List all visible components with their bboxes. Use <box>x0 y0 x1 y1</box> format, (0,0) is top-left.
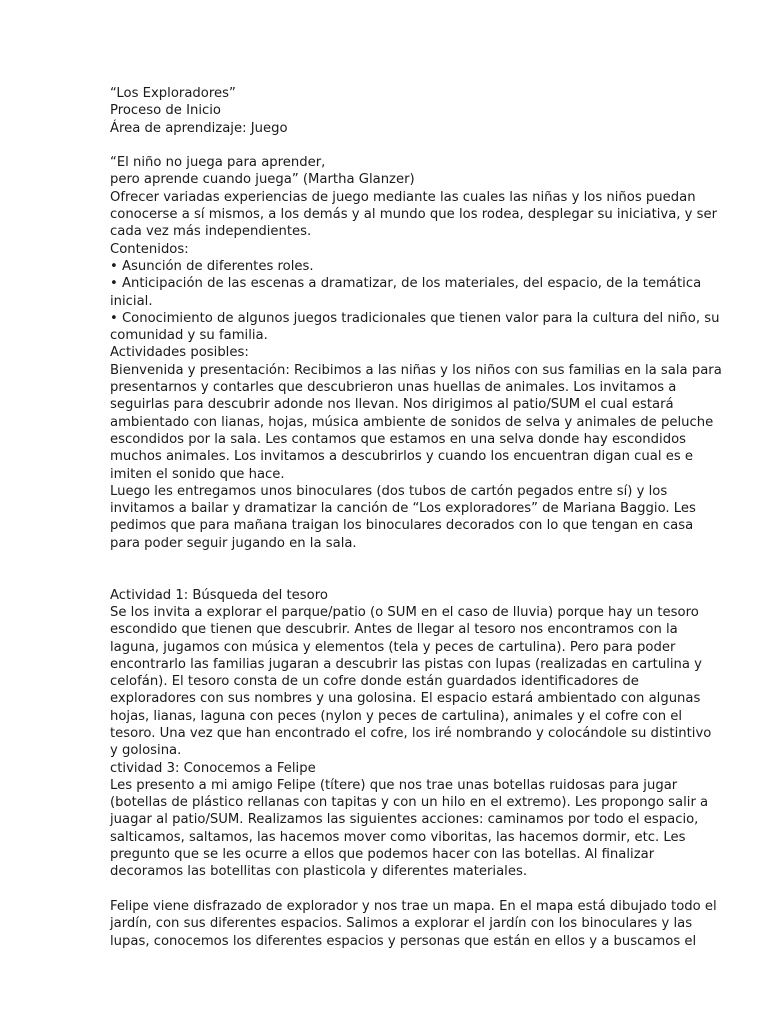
spacer <box>110 552 670 587</box>
final-paragraph-line: Felipe viene disfrazado de explorador y nos trae un mapa. En el mapa está dibujado todo el <box>110 898 717 914</box>
activities-line: imiten el sonido que hace. <box>110 466 285 482</box>
final-paragraph-line: jardín, con sus diferentes espacios. Salimos a explorar el jardín con los binoculares y las <box>110 916 693 932</box>
quote-line-2: pero aprende cuando juega” (Martha Glanzer) <box>110 172 415 188</box>
activities-line: invitamos a bailar y dramatizar la canción de “Los exploradores” de Mariana Baggio. Les <box>110 501 696 517</box>
activities-line: muchos animales. Los invitamos a descubrirlos y cuando los encuentran digan cual es e <box>110 449 693 465</box>
activity-1-line: tesoro. Una vez que han encontrado el cofre, los iré nombrando y colocándole su distintivo <box>110 725 712 741</box>
activity-1-line: y golosina. <box>110 743 182 759</box>
activities-line: pedimos que para mañana traigan los binoculares decorados con lo que tengan en casa <box>110 518 694 534</box>
learning-area: Área de aprendizaje: Juego <box>110 120 288 136</box>
objective-line: cada vez más independientes. <box>110 224 312 240</box>
contents-line: • Conocimiento de algunos juegos tradicionales que tienen valor para la cultura del niño, su <box>110 310 720 326</box>
contents-line: comunidad y su familia. <box>110 328 268 344</box>
objective-line: conocerse a sí mismos, a los demás y al mundo que los rodea, desplegar su iniciativa, y ser <box>110 207 718 223</box>
activity-3-line: pregunto que se les ocurre a ellos que podemos hacer con las botellas. Al finalizar <box>110 847 655 863</box>
quote-line-1: “El niño no juega para aprender, <box>110 155 326 171</box>
spacer <box>110 137 670 154</box>
activities-line: escondidos por la sala. Les contamos que estamos en una selva donde hay escondidos <box>110 431 687 447</box>
activity-1-line: Se los invita a explorar el parque/patio (o SUM en el caso de lluvia) porque hay un tesoro <box>110 604 699 620</box>
activities-line: Bienvenida y presentación: Recibimos a las niñas y los niños con sus familias en la sala para <box>110 362 722 378</box>
activities-line: para poder seguir jugando en la sala. <box>110 535 357 551</box>
activities-line: ambientado con lianas, hojas, música ambiente de sonidos de selva y animales de peluche <box>110 414 714 430</box>
activity-3-line: Les presento a mi amigo Felipe (títere) que nos trae unas botellas ruidosas para jugar <box>110 777 678 793</box>
objective-line: Ofrecer variadas experiencias de juego mediante las cuales las niñas y los niños puedan <box>110 189 696 205</box>
activity-1-line: escondido que tienen que descubrir. Antes de llegar al tesoro nos encontramos con la <box>110 622 678 638</box>
activity-1-line: hojas, lianas, laguna con peces (nylon y peces de cartulina), animales y el cofre con el <box>110 708 683 724</box>
activity-3-heading: ctividad 3: Conocemos a Felipe <box>110 760 316 776</box>
contents-line: inicial. <box>110 293 153 309</box>
activity-3-line: decoramos las botellitas con plasticola y diferentes materiales. <box>110 864 528 880</box>
document-title: “Los Exploradores” <box>110 86 236 101</box>
spacer <box>110 881 670 898</box>
activity-3-line: (botellas de plástico rellanas con tapitas y con un hilo en el extremo). Les propongo salir a <box>110 795 709 811</box>
activity-1-heading: Actividad 1: Búsqueda del tesoro <box>110 587 328 603</box>
contents-line: • Anticipación de las escenas a dramatizar, de los materiales, del espacio, de la temática <box>110 276 702 292</box>
activity-1-line: encontrarlo las familias jugaran a descubrir las pistas con lupas (realizadas en cartulina y <box>110 656 702 672</box>
activities-line: seguirlas para descubrir adonde nos llevan. Nos dirigimos al patio/SUM el cual estará <box>110 397 674 413</box>
activity-1-line: laguna, jugamos con música y elementos (tela y peces de cartulina). Pero para poder <box>110 639 676 655</box>
contents-heading: Contenidos: <box>110 241 189 257</box>
activities-line: presentarnos y contarles que descubrieron unas huellas de animales. Los invitamos a <box>110 380 677 396</box>
activities-heading: Actividades posibles: <box>110 345 249 361</box>
document-body <box>110 85 722 950</box>
activity-3-line: juagar al patio/SUM. Realizamos las siguientes acciones: caminamos por todo el espacio, <box>110 812 699 828</box>
final-paragraph-line: lupas, conocemos los diferentes espacios y personas que están en ellos y a buscamos el <box>110 933 697 949</box>
activities-line: Luego les entregamos unos binoculares (dos tubos de cartón pegados entre sí) y los <box>110 483 668 499</box>
process-label: Proceso de Inicio <box>110 103 221 119</box>
activity-3-line: salticamos, saltamos, las hacemos mover como viboritas, las hacemos dormir, etc. Les <box>110 829 686 845</box>
contents-line: • Asunción de diferentes roles. <box>110 258 314 274</box>
activity-1-line: exploradores con sus nombres y una golosina. El espacio estará ambientado con algunas <box>110 691 701 707</box>
activity-1-line: celofán). El tesoro consta de un cofre donde están guardados identificadores de <box>110 674 639 690</box>
